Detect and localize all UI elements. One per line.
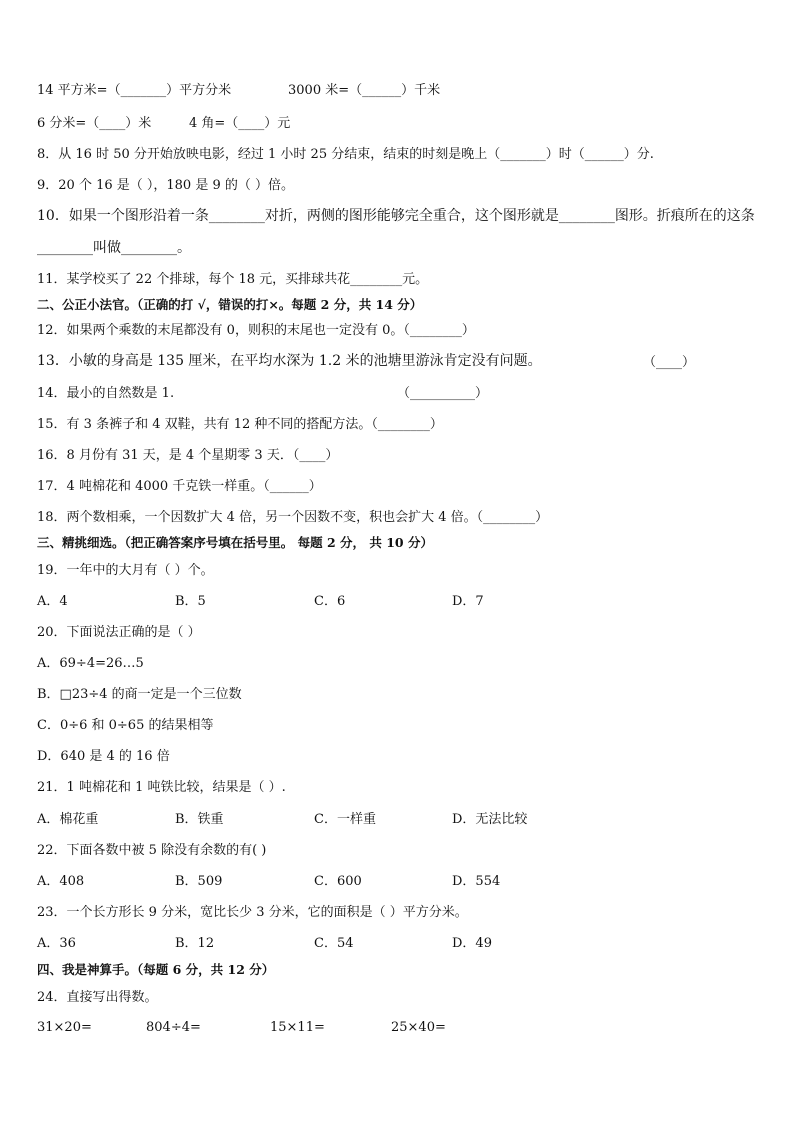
q14: 14．最小的自然数是 1.: [37, 386, 175, 401]
q22-option-c: C．600: [314, 874, 362, 889]
q21: 21．1 吨棉花和 1 吨铁比较，结果是（ ）.: [37, 780, 286, 795]
q22: 22．下面各数中被 5 除没有余数的有( ): [37, 843, 267, 858]
q19-option-b: B．5: [175, 594, 206, 609]
q7-line2b: 4 角=（____）元: [189, 116, 291, 131]
q7-line1b: 3000 米=（______）千米: [288, 83, 441, 98]
q13: 13．小敏的身高是 135 厘米，在平均水深为 1.2 米的池塘里游泳肯定没有问题。: [37, 353, 542, 369]
q24-item-1: 31×20=: [37, 1020, 92, 1035]
q21-option-b: B．铁重: [175, 812, 224, 827]
section-4-heading: 四、我是神算手。（每题 6 分，共 12 分）: [37, 962, 275, 977]
q24-item-4: 25×40=: [391, 1020, 446, 1035]
q20-option-a: A．69÷4=26…5: [37, 656, 144, 671]
q13-answer-blank: （____）: [643, 355, 696, 370]
q20-option-b: B．□23÷4 的商一定是一个三位数: [37, 687, 242, 702]
q21-option-c: C．一样重: [314, 812, 376, 827]
q10-line2: ________叫做________。: [37, 240, 191, 256]
q19: 19．一年中的大月有（ ）个。: [37, 563, 214, 578]
q14-answer-blank: （__________）: [397, 386, 489, 401]
q7-line2a: 6 分米=（____）米: [37, 116, 152, 131]
q23-option-c: C．54: [314, 936, 354, 951]
q20-option-d: D．640 是 4 的 16 倍: [37, 749, 170, 764]
q24: 24．直接写出得数。: [37, 990, 158, 1005]
q21-option-a: A．棉花重: [37, 812, 99, 827]
q22-option-d: D．554: [452, 874, 501, 889]
q10-line1: 10．如果一个图形沿着一条________对折，两侧的图形能够完全重合，这个图形就是________图形。折痕所在的这条: [37, 208, 755, 224]
q23-option-a: A．36: [37, 936, 76, 951]
q7-line1a: 14 平方米=（_______）平方分米: [37, 83, 232, 98]
q24-item-2: 804÷4=: [146, 1020, 201, 1035]
q23-option-b: B．12: [175, 936, 215, 951]
q20: 20．下面说法正确的是（ ）: [37, 625, 201, 640]
q18: 18．两个数相乘，一个因数扩大 4 倍，另一个因数不变，积也会扩大 4 倍。（________）: [37, 510, 549, 525]
q17: 17．4 吨棉花和 4000 千克铁一样重。（______）: [37, 479, 322, 494]
q12: 12．如果两个乘数的末尾都没有 0，则积的末尾也一定没有 0。（________）: [37, 323, 475, 338]
q24-item-3: 15×11=: [270, 1020, 325, 1035]
q19-option-c: C．6: [314, 594, 346, 609]
q23: 23．一个长方形长 9 分米，宽比长少 3 分米，它的面积是（ ）平方分米。: [37, 905, 468, 920]
q16: 16．8 月份有 31 天，是 4 个星期零 3 天．（____）: [37, 448, 339, 463]
q8: 8．从 16 时 50 分开始放映电影，经过 1 小时 25 分结束，结束的时刻是晚上（_______）时（______）分.: [37, 147, 654, 162]
q20-option-c: C．0÷6 和 0÷65 的结果相等: [37, 718, 214, 733]
q19-option-a: A．4: [37, 594, 68, 609]
q11: 11．某学校买了 22 个排球，每个 18 元，买排球共花________元。: [37, 272, 429, 287]
q22-option-b: B．509: [175, 874, 223, 889]
q15: 15．有 3 条裤子和 4 双鞋，共有 12 种不同的搭配方法。（________）: [37, 417, 443, 432]
q22-option-a: A．408: [37, 874, 85, 889]
q9: 9．20 个 16 是（ ），180 是 9 的（ ）倍。: [37, 178, 294, 193]
q19-option-d: D．7: [452, 594, 484, 609]
q23-option-d: D．49: [452, 936, 492, 951]
q21-option-d: D．无法比较: [452, 812, 528, 827]
section-2-heading: 二、公正小法官。（正确的打 √，错误的打×。每题 2 分，共 14 分）: [37, 297, 423, 312]
section-3-heading: 三、精挑细选。（把正确答案序号填在括号里。 每题 2 分， 共 10 分）: [37, 535, 433, 550]
